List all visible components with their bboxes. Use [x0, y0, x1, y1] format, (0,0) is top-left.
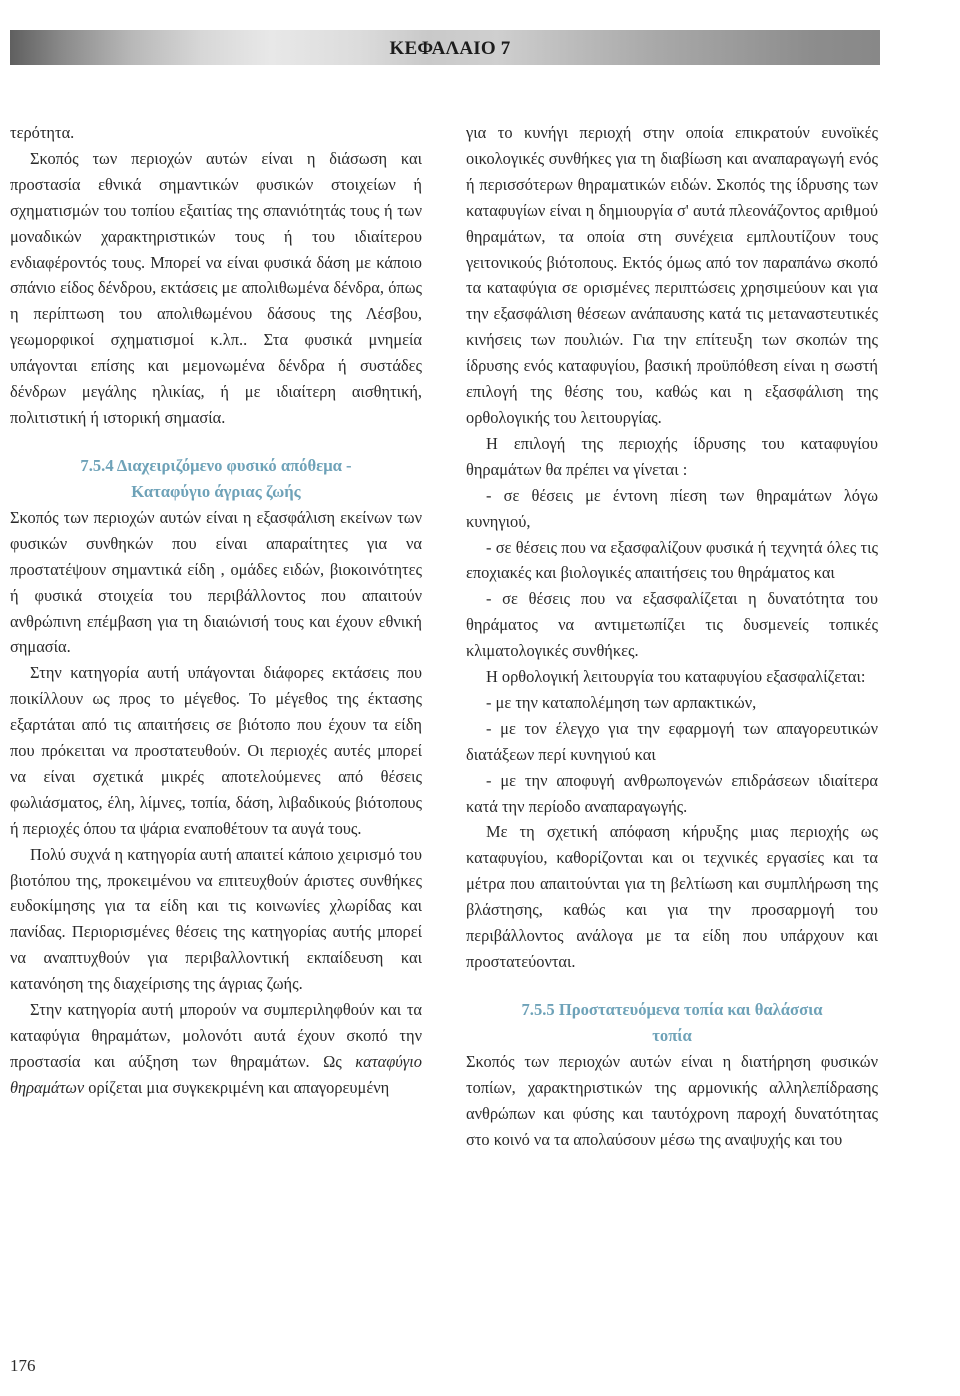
section-heading-7-5-5-line2: τοπία — [652, 1025, 692, 1045]
list-item: - σε θέσεις που να εξασφαλίζεται η δυνατότητα του θηράματος να αντιμετωπίζει τις δυσμενείς τοπικές κλιματολογικές συνθήκες. — [466, 589, 878, 661]
list-item: - σε θέσεις που να εξασφαλίζουν φυσικά ή τεχνητά όλες τις εποχιακές και βιολογικές απαιτήσεις του θηράματος και — [466, 537, 878, 583]
paragraph: Η ορθολογική λειτουργία του καταφυγίου εξασφαλίζεται: — [486, 667, 866, 687]
paragraph: Σκοπός των περιοχών αυτών είναι η διατήρηση φυσικών τοπίων, χαρακτηριστικών της αρμονικής αλληλεπίδρασης ανθρώπων και φύσης και ταυτόχρονη παροχή δυνατότητας στο κοινό να τα απολαύσουν μέσω της αναψυχής και του — [466, 1051, 878, 1149]
list-item: - με την καταπολέμηση των αρπακτικών, — [486, 692, 757, 712]
paragraph: Σκοπός των περιοχών αυτών είναι η διάσωση και προστασία εθνικά σημαντικών φυσικών στοιχείων ή σχηματισμών του τοπίου εξαιτίας της σπανιότητάς τους ή των μοναδικών χαρακτηριστικών τους ή του ιδιαίτερου ενδιαφέροντός τους. Μπορεί να είναι φυσικά δάση με κάποιο σπάνιο είδος δένδρου, εκτάσεις με απολιθωμένα δένδρα, όπως η περίπτωση του απολιθωμένου δάσους της Λέσβου, γεωμορφικοί σχηματισμοί κ.λπ.. Στα φυσικά μνημεία υπάγονται επίσης και μεμονωμένα δένδρα ή συστάδες δένδρων μεγάλης ηλικίας, ή με ιδιαίτερη αισθητική, πολιτιστική ή ιστορική σημασία. — [10, 148, 422, 427]
paragraph: για το κυνήγι περιοχή στην οποία επικρατούν ευνοϊκές οικολογικές συνθήκες για τη διαβίωση και αναπαραγωγή ενός ή περισσότερων θηραματικών ειδών. Σκοπός της ίδρυσης των καταφυγίων είναι η δημιουργία σ' αυτά πλεονάζοντος αριθμού θηραμάτων, τα οποία στη συνέχεια εμπλουτίζουν τους γειτονικούς βιότοπους. Εκτός όμως από τον παραπάνω σκοπό τα καταφύγια σε ορισμένες περιπτώσεις χρησιμεύουν και για την εξασφάλιση θέσεων ανάπαυσης κατά τις μεταναστευτικές κινήσεις των πουλιών. Για την επίτευξη των σκοπών της ίδρυσης ενός καταφυγίου, βασική προϋπόθεση είναι η σωστή επιλογή της θέσης του, καθώς και η εξασφάλιση της ορθολογικής του λειτουργίας. — [466, 123, 878, 427]
paragraph — [10, 997, 422, 1101]
right-column — [466, 120, 878, 1153]
emphasized-term: καταφύγιο θηραμάτων — [10, 1051, 422, 1097]
list-item: - με την αποφυγή ανθρωπογενών επιδράσεων ιδιαίτερα κατά την περίοδο αναπαραγωγής. — [466, 770, 878, 816]
section-heading-7-5-4-line1: 7.5.4 Διαχειριζόμενο φυσικό απόθεμα - — [80, 455, 352, 475]
paragraph: Η επιλογή της περιοχής ίδρυσης του καταφυγίου θηραμάτων θα πρέπει να γίνεται : — [466, 433, 878, 479]
paragraph: τερότητα. — [10, 123, 75, 142]
paragraph-text: Στην κατηγορία αυτή μπορούν να συμπεριληφθούν και τα καταφύγια θηραμάτων, μολονότι αυτά έχουν σκοπό την προστασία και αύξηση των θηραμάτων. Ως — [10, 1000, 422, 1071]
list-item: - σε θέσεις με έντονη πίεση των θηραμάτων λόγω κυνηγιού, — [466, 485, 878, 531]
left-column — [10, 120, 422, 1101]
section-heading-7-5-5-line1: 7.5.5 Προστατευόμενα τοπία και θαλάσσια — [521, 999, 823, 1019]
chapter-title: ΚΕΦΑΛΑΙΟ 7 — [389, 38, 511, 59]
paragraph-text: ορίζεται μια συγκεκριμένη και απαγορευμένη — [84, 1077, 390, 1097]
paragraph: Σκοπός των περιοχών αυτών είναι η εξασφάλιση εκείνων των φυσικών συνθηκών που είναι απαραίτητες για να προστατέψουν σημαντικά είδη , ομάδες ειδών, βιοκοινότητες ή φυσικά στοιχεία του περιβάλλοντος που απαιτούν ανθρώπινη επέμβαση για τη διαιώνισή τους και έχουν εθνική σημασία. — [10, 507, 422, 657]
paragraph: Στην κατηγορία αυτή υπάγονται διάφορες εκτάσεις που ποικίλλουν ως προς το μέγεθος. Το μέγεθος της έκτασης εξαρτάται από τις απαιτήσεις σε βιότοπο που έχουν τα είδη που πρόκειται να προστατευθούν. Οι περιοχές αυτές μπορεί να είναι σχετικά μικρές αποτελούμενες από θέσεις φωλιάσματος, έλη, λίμνες, τοπία, δάση, λιβαδικούς βιότοπους ή περιοχές όπου τα ψάρια εναποθέτουν τα αυγά τους. — [10, 663, 422, 838]
section-heading-7-5-4-line2: Καταφύγιο άγριας ζωής — [131, 481, 301, 501]
paragraph: Με τη σχετική απόφαση κήρυξης μιας περιοχής ως καταφυγίου, καθορίζονται και οι τεχνικές εργασίες και τα μέτρα που απαιτούνται για τη βελτίωση και συμπλήρωση της βλάστησης, καθώς και για την προσαρμογή του περιβάλλοντος ανάλογα με τα είδη που υπάρχουν και προστατεύονται. — [466, 822, 878, 971]
page-number: 176 — [10, 1356, 36, 1375]
list-item: - με τον έλεγχο για την εφαρμογή των απαγορευτικών διατάξεων περί κυνηγιού και — [466, 718, 878, 764]
paragraph: Πολύ συχνά η κατηγορία αυτή απαιτεί κάποιο χειρισμό του βιοτόπου της, προκειμένου να επιτευχθούν άριστες συνθήκες ευδοκίμησης για τα είδη και τις κοινωνίες χλωρίδας και πανίδας. Περιορισμένες θέσεις της κατηγορίας αυτής μπορεί να αναπτυχθούν για περιβαλλοντική εκπαίδευση και κατανόηση της διαχείρισης της άγριας ζωής. — [10, 844, 422, 994]
